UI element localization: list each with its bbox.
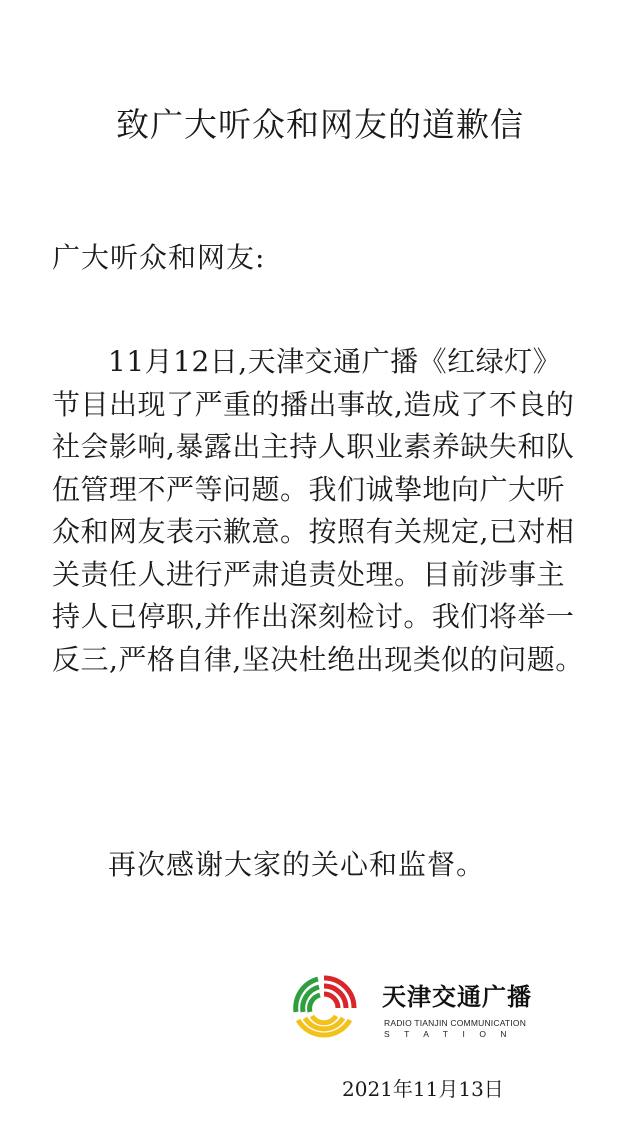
station-name-en-station: STATION <box>384 1029 522 1039</box>
closing-line: 再次感谢大家的关心和监督。 <box>108 848 486 881</box>
station-name-cn: 天津交通广播 <box>382 983 532 1011</box>
letter-date: 2021年11月13日 <box>342 1077 504 1101</box>
letter-title: 致广大听众和网友的道歉信 <box>116 105 524 144</box>
letter-body: 11月12日,天津交通广播《红绿灯》节目出现了严重的播出事故,造成了不良的社会影响,暴露出主持人职业素养缺失和队伍管理不严等问题。我们诚挚地向广大听众和网友表示歉意。按照有关规定,已对相关责任人进行严肃追责处理。目前涉事主持人已停职,并作出深刻检讨。我们将举一反三,严格自律,坚决杜绝出现类似的问题。 <box>52 345 584 676</box>
station-logo-mark-icon <box>288 972 360 1044</box>
station-logo <box>288 972 588 1044</box>
salutation: 广大听众和网友: <box>52 241 266 274</box>
station-name-en: RADIO TIANJIN COMMUNICATION <box>384 1018 527 1028</box>
